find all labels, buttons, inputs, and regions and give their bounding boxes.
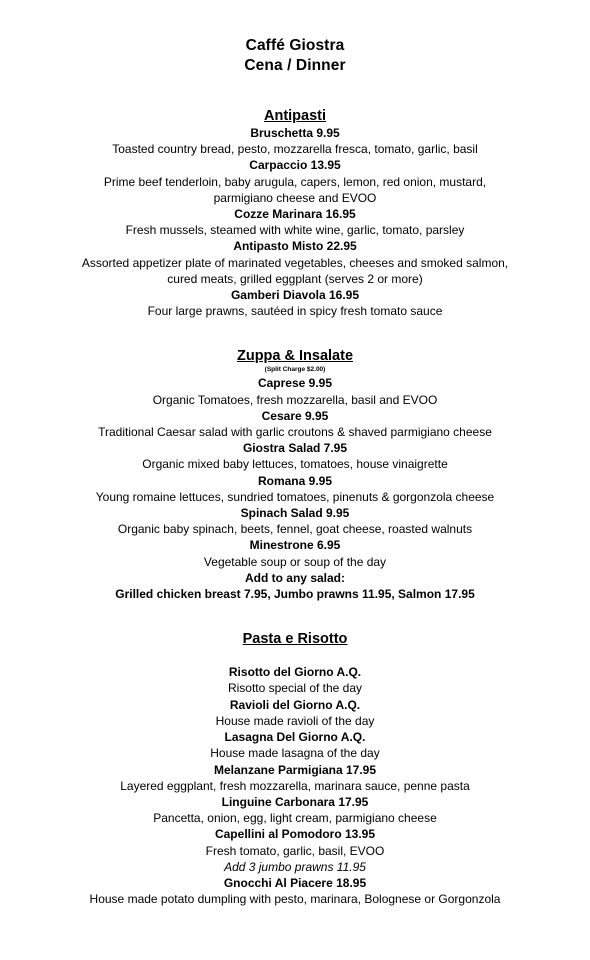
item-name: Capellini al Pomodoro 13.95 bbox=[214, 827, 376, 842]
item-name: Lasagna Del Giorno A.Q. bbox=[224, 730, 366, 745]
menu-item bbox=[0, 238, 590, 287]
section-title-zuppa: Zuppa & Insalate bbox=[236, 348, 354, 365]
item-name: Risotto del Giorno A.Q. bbox=[228, 665, 362, 680]
menu-item bbox=[0, 408, 590, 440]
item-name: Antipasto Misto 22.95 bbox=[233, 239, 357, 254]
menu-item bbox=[0, 794, 590, 826]
item-description: House made lasagna of the day bbox=[210, 746, 380, 761]
restaurant-name: Caffé Giostra bbox=[245, 37, 345, 54]
menu-item bbox=[0, 375, 590, 407]
section-spacer bbox=[0, 648, 590, 664]
menu-item bbox=[0, 826, 590, 875]
section-title-antipasti: Antipasti bbox=[263, 108, 327, 124]
item-name: Melanzane Parmigiana 17.95 bbox=[213, 762, 377, 777]
item-description: House made potato dumpling with pesto, marinara, Bolognese or Gorgonzola bbox=[89, 892, 501, 907]
item-name: Carpaccio 13.95 bbox=[249, 158, 341, 173]
item-description: Traditional Caesar salad with garlic croutons & shaved parmigiano cheese bbox=[98, 425, 492, 440]
section-zuppa-insalate bbox=[0, 347, 590, 602]
menu-subtitle: Cena / Dinner bbox=[244, 57, 346, 74]
menu-item bbox=[0, 287, 590, 319]
item-name: Caprese 9.95 bbox=[257, 376, 333, 391]
item-description: House made ravioli of the day bbox=[215, 713, 375, 728]
addon-title: Add to any salad: bbox=[244, 570, 345, 585]
item-description: Toasted country bread, pesto, mozzarella fresca, tomato, garlic, basil bbox=[112, 142, 478, 157]
item-name: Minestrone 6.95 bbox=[249, 538, 341, 553]
menu-item bbox=[0, 537, 590, 569]
menu-item bbox=[0, 157, 590, 206]
addon-options: Grilled chicken breast 7.95, Jumbo prawns 11.95, Salmon 17.95 bbox=[115, 587, 475, 602]
menu-item bbox=[0, 875, 590, 907]
item-name: Gnocchi Al Piacere 18.95 bbox=[223, 875, 367, 890]
menu-item bbox=[0, 697, 590, 729]
item-description: Young romaine lettuces, sundried tomatoes, pinenuts & gorgonzola cheese bbox=[95, 489, 495, 504]
item-description: Organic baby spinach, beets, fennel, goat cheese, roasted walnuts bbox=[117, 522, 473, 537]
section-pasta-risotto bbox=[0, 630, 590, 907]
menu-item bbox=[0, 440, 590, 472]
item-description: Assorted appetizer plate of marinated vegetables, cheeses and smoked salmon, cured meats, grilled eggplant (serves 2 or more) bbox=[81, 255, 509, 286]
item-name: Cesare 9.95 bbox=[261, 408, 329, 423]
item-name: Gamberi Diavola 16.95 bbox=[230, 288, 360, 303]
item-name: Romana 9.95 bbox=[257, 473, 333, 488]
split-charge-note: (Split Charge $2.00) bbox=[264, 366, 326, 374]
item-description: Pancetta, onion, egg, light cream, parmigiano cheese bbox=[153, 811, 437, 826]
item-description: Fresh mussels, steamed with white wine, garlic, tomato, parsley bbox=[125, 223, 465, 238]
section-title-pasta: Pasta e Risotto bbox=[242, 631, 348, 648]
section-antipasti bbox=[0, 107, 590, 319]
menu-item bbox=[0, 473, 590, 505]
item-description: Fresh tomato, garlic, basil, EVOO bbox=[205, 843, 385, 858]
menu-item bbox=[0, 664, 590, 696]
menu-item bbox=[0, 125, 590, 157]
menu-item bbox=[0, 762, 590, 794]
item-name: Spinach Salad 9.95 bbox=[240, 506, 350, 521]
item-name: Cozze Marinara 16.95 bbox=[234, 207, 356, 222]
menu-header bbox=[0, 0, 590, 76]
item-description: Vegetable soup or soup of the day bbox=[203, 554, 387, 569]
item-name: Linguine Carbonara 17.95 bbox=[221, 794, 369, 809]
menu-item bbox=[0, 729, 590, 761]
item-name: Giostra Salad 7.95 bbox=[242, 441, 348, 456]
item-addon: Add 3 jumbo prawns 11.95 bbox=[224, 859, 366, 874]
item-description: Organic Tomatoes, fresh mozzarella, basil and EVOO bbox=[152, 392, 438, 407]
menu-item bbox=[0, 505, 590, 537]
menu-item bbox=[0, 206, 590, 238]
item-description: Prime beef tenderloin, baby arugula, capers, lemon, red onion, mustard, parmigiano cheese and EVOO bbox=[103, 174, 487, 205]
item-description: Organic mixed baby lettuces, tomatoes, house vinaigrette bbox=[142, 457, 448, 472]
item-name: Bruschetta 9.95 bbox=[250, 126, 340, 140]
item-description: Risotto special of the day bbox=[227, 681, 363, 696]
item-description: Layered eggplant, fresh mozzarella, marinara sauce, penne pasta bbox=[120, 778, 470, 793]
item-name: Ravioli del Giorno A.Q. bbox=[229, 697, 361, 712]
item-description: Four large prawns, sautéed in spicy fresh tomato sauce bbox=[147, 304, 443, 319]
